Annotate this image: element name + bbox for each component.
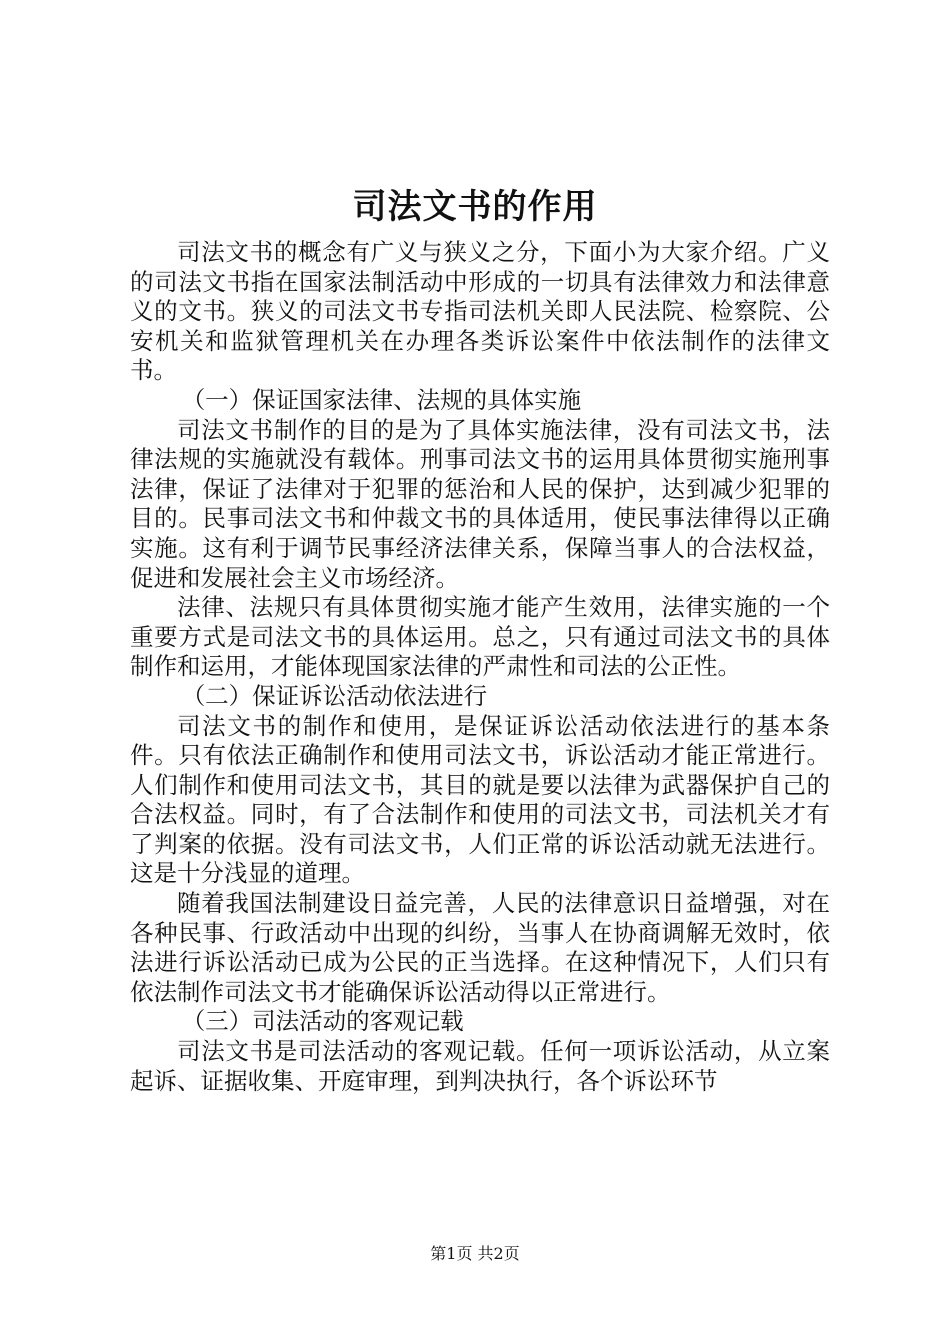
section-heading-3: （三）司法活动的客观记载	[181, 1007, 464, 1036]
paragraph-intro: 司法文书的概念有广义与狭义之分，下面小为大家介绍。广义的司法文书指在国家法制活动中形成的一切具有法律效力和法律意义的文书。狭义的司法文书专指司法机关即人民法院、检察院、公安机关和监狱管理机关在办理各类诉讼案件中依法制作的法律文书。	[130, 238, 830, 385]
paragraph-section3-a: 司法文书是司法活动的客观记载。任何一项诉讼活动，从立案起诉、证据收集、开庭审理，到判决执行，各个诉讼环节	[130, 1037, 830, 1095]
section-heading-2: （二）保证诉讼活动依法进行	[181, 681, 488, 710]
paragraph-section2-b: 随着我国法制建设日益完善，人民的法律意识日益增强，对在各种民事、行政活动中出现的纠纷，当事人在协商调解无效时，依法进行诉讼活动已成为公民的正当选择。在这种情况下，人们只有依法制作司法文书才能确保诉讼活动得以正常进行。	[130, 889, 830, 1006]
paragraph-section2-a: 司法文书的制作和使用，是保证诉讼活动依法进行的基本条件。只有依法正确制作和使用司法文书，诉讼活动才能正常进行。人们制作和使用司法文书，其目的就是要以法律为武器保护自己的合法权益。同时，有了合法制作和使用的司法文书，司法机关才有了判案的依据。没有司法文书，人们正常的诉讼活动就无法进行。这是十分浅显的道理。	[130, 711, 830, 888]
document-title: 司法文书的作用	[352, 187, 598, 227]
page-footer: 第1页 共2页	[430, 1244, 520, 1263]
section-heading-1: （一）保证国家法律、法规的具体实施	[181, 385, 582, 414]
document-body	[130, 238, 830, 1096]
paragraph-section1-a: 司法文书制作的目的是为了具体实施法律，没有司法文书，法律法规的实施就没有载体。刑事司法文书的运用具体贯彻实施刑事法律，保证了法律对于犯罪的惩治和人民的保护，达到减少犯罪的目的。民事司法文书和仲裁文书的具体适用，使民事法律得以正确实施。这有利于调节民事经济法律关系，保障当事人的合法权益，促进和发展社会主义市场经济。	[130, 415, 830, 592]
paragraph-section1-b: 法律、法规只有具体贯彻实施才能产生效用，法律实施的一个重要方式是司法文书的具体运用。总之，只有通过司法文书的具体制作和运用，才能体现国家法律的严肃性和司法的公正性。	[130, 593, 830, 681]
